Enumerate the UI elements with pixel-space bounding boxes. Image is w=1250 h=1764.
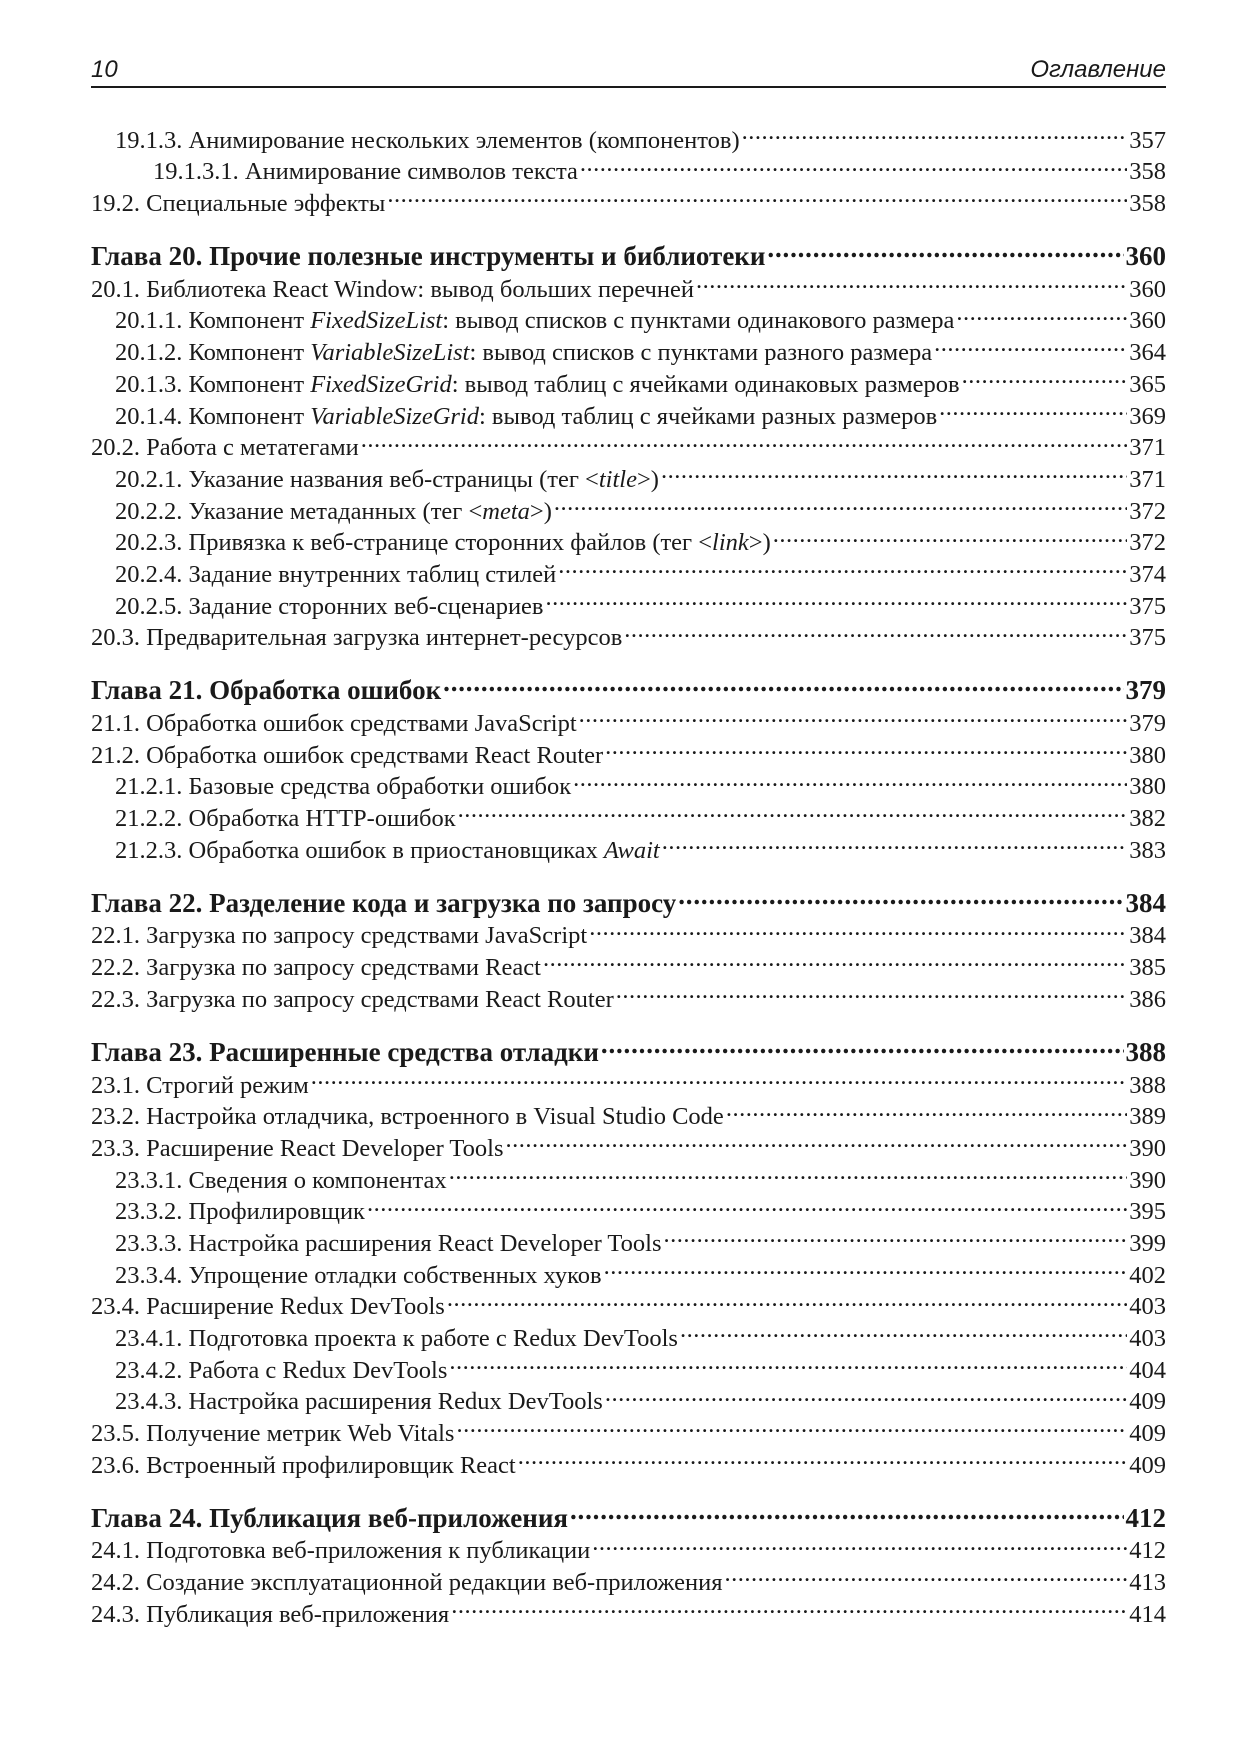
toc-page-number: 375	[1129, 624, 1166, 652]
toc-entry-text-part: 20.2.5. Задание сторонних веб-сценариев	[115, 592, 544, 620]
dot-leader	[934, 328, 1127, 360]
toc-entry-text-part: 20.2.1. Указание названия веб-страницы (тег <	[115, 465, 599, 493]
toc-page-number: 414	[1129, 1600, 1166, 1628]
dot-leader	[543, 943, 1127, 975]
toc-entry-title	[91, 674, 441, 707]
toc-page-number: 364	[1129, 339, 1166, 367]
dot-leader	[580, 148, 1127, 180]
toc-entry-text-part: 20.1.1. Компонент	[115, 307, 311, 335]
toc-page-number: 404	[1129, 1356, 1166, 1384]
toc-page-number: 390	[1129, 1166, 1166, 1194]
dot-leader	[367, 1188, 1127, 1220]
toc-entry-text-part: Глава 22. Разделение кода и загрузка по запросу	[91, 887, 677, 918]
toc-entry-text-part: >)	[636, 465, 659, 493]
toc-entry-text-part: 21.1. Обработка ошибок средствами JavaScript	[91, 710, 577, 737]
toc-page-number: 357	[1129, 126, 1166, 154]
toc-entry-text-part: 23.4.1. Подготовка проекта к работе с Redux DevTools	[115, 1325, 678, 1352]
toc-page-number: 372	[1129, 529, 1166, 557]
toc-entry-title	[91, 1450, 516, 1482]
toc-page-number: 403	[1129, 1293, 1166, 1321]
toc-entry-italic-part: Await	[603, 836, 660, 864]
toc-entry-title	[115, 803, 456, 835]
page-number: 10	[91, 56, 118, 83]
toc-page-number: 409	[1129, 1388, 1166, 1416]
dot-leader	[592, 1527, 1127, 1559]
toc-entry-text-part: : вывод таблиц с ячейками одинаковых размеров	[451, 370, 960, 398]
toc-entry-text-part: Глава 23. Расширенные средства отладки	[91, 1036, 599, 1067]
dot-leader	[678, 879, 1123, 912]
toc-page-number: 382	[1129, 805, 1166, 833]
toc-entry-title	[91, 240, 765, 273]
toc-entry-text-part: 20.3. Предварительная загрузка интернет-ресурсов	[91, 624, 623, 652]
dot-leader	[554, 487, 1127, 519]
toc-page-number: 385	[1129, 954, 1166, 982]
toc-entry-text-part: 21.2.2. Обработка HTTP-ошибок	[115, 805, 456, 833]
running-header	[91, 52, 1166, 84]
toc-entry-title	[91, 1291, 445, 1323]
toc-page-number: 360	[1129, 307, 1166, 335]
toc-entry-text-part: Глава 21. Обработка ошибок	[91, 675, 442, 706]
toc-page-number: 380	[1129, 741, 1166, 769]
toc-entry-text-part: 24.1. Подготовка веб-приложения к публикации	[91, 1537, 591, 1565]
toc-entry-title	[115, 305, 954, 337]
toc-entry-italic-part: VariableSizeGrid	[310, 402, 479, 430]
toc-entry-title	[115, 559, 556, 591]
toc-entry-title	[115, 496, 552, 528]
toc-page-number: 358	[1129, 158, 1166, 186]
dot-leader	[449, 1346, 1127, 1378]
toc-entry-title	[91, 188, 385, 220]
toc-page-number: 413	[1129, 1569, 1166, 1597]
toc-entry-italic-part: FixedSizeGrid	[310, 370, 452, 398]
dot-leader	[570, 1494, 1124, 1527]
toc-entry-text-part: : вывод таблиц с ячейками разных размеров	[478, 402, 938, 430]
toc-entry-title	[91, 1133, 504, 1165]
dot-leader	[589, 912, 1127, 944]
toc-entry-text-part: 20.2.2. Указание метаданных (тег <	[115, 497, 483, 525]
dot-leader	[696, 265, 1127, 297]
dot-leader	[680, 1314, 1127, 1346]
toc-entry-text-part: 24.2. Создание эксплуатационной редакции веб-приложения	[91, 1569, 723, 1597]
toc-entry-text-part: 19.1.3.1. Анимирование символов текста	[153, 158, 578, 186]
toc-page-number: 390	[1129, 1134, 1166, 1162]
toc-page-number: 379	[1125, 675, 1166, 706]
toc-page-number: 375	[1129, 592, 1166, 620]
toc-entry-text-part: 23.1. Строгий режим	[91, 1071, 309, 1099]
toc-page-number: 409	[1129, 1420, 1166, 1448]
dot-leader	[742, 116, 1128, 148]
dot-leader	[616, 975, 1128, 1007]
toc-page-number: 389	[1129, 1103, 1166, 1131]
toc-entry-text-part: 23.5. Получение метрик Web Vitals	[91, 1420, 455, 1448]
toc-entry-italic-part: FixedSizeList	[310, 307, 443, 335]
dot-leader	[361, 424, 1127, 456]
toc-entry-text-part: 20.1.2. Компонент	[115, 339, 311, 367]
toc-entry-title	[91, 708, 577, 740]
dot-leader	[726, 1093, 1127, 1125]
toc-page-number: 360	[1125, 241, 1166, 272]
toc-page-number: 374	[1129, 560, 1166, 588]
toc-page-number: 388	[1125, 1036, 1166, 1067]
toc-entry-title	[115, 1228, 662, 1260]
toc-entry-text-part: >)	[748, 529, 771, 557]
toc-entry-title	[91, 1599, 449, 1631]
toc-entry-title	[91, 274, 694, 306]
dot-leader	[447, 1283, 1127, 1315]
toc-entry-text-part: Глава 20. Прочие полезные инструменты и библиотеки	[91, 241, 766, 272]
toc-entry-text-part: 22.3. Загрузка по запросу средствами React Router	[91, 985, 614, 1013]
toc-entry-title	[91, 1418, 454, 1450]
dot-leader	[558, 550, 1127, 582]
toc-entry-text-part: 19.1.3. Анимирование нескольких элементов (компонентов)	[115, 126, 740, 154]
toc-entry-text-part: Глава 24. Публикация веб-приложения	[91, 1502, 568, 1533]
toc-page-number: 384	[1125, 887, 1166, 918]
dot-leader	[506, 1124, 1128, 1156]
toc-entry-italic-part: VariableSizeList	[310, 339, 470, 367]
toc-page-number: 371	[1129, 465, 1166, 493]
toc-entry-title	[91, 1535, 590, 1567]
dot-leader	[767, 232, 1123, 265]
toc-page-number: 386	[1129, 985, 1166, 1013]
toc-page-number: 412	[1125, 1502, 1166, 1533]
toc-chapter-entry	[91, 666, 1166, 706]
toc-entry-text-part: >)	[529, 497, 552, 525]
toc-entry-italic-part: link	[712, 529, 749, 557]
toc-entry-text-part: 20.1. Библиотека React Window: вывод больших перечней	[91, 275, 694, 303]
toc-entry-text-part: : вывод списков с пунктами разного размера	[469, 339, 933, 367]
dot-leader	[518, 1441, 1128, 1473]
dot-leader	[725, 1558, 1128, 1590]
toc-entry	[91, 116, 1166, 154]
toc-entry-title	[91, 1502, 568, 1535]
toc-page-number: 379	[1129, 710, 1166, 737]
toc-entry-text-part: 23.3.2. Профилировщик	[115, 1198, 365, 1226]
toc-page-number: 399	[1129, 1229, 1166, 1257]
toc-entry-text-part: 23.3. Расширение React Developer Tools	[91, 1134, 504, 1162]
toc-entry-text-part: 21.2.3. Обработка ошибок в приостановщиках	[115, 836, 604, 864]
dot-leader	[664, 1219, 1128, 1251]
toc-entry-text-part: 24.3. Публикация веб-приложения	[91, 1600, 450, 1628]
table-of-contents	[91, 116, 1166, 1628]
toc-entry-text-part: 22.1. Загрузка по запросу средствами JavaScript	[91, 922, 588, 950]
dot-leader	[962, 360, 1128, 392]
toc-entry-title	[91, 1070, 309, 1102]
toc-entry-title	[91, 984, 614, 1016]
toc-page-number: 402	[1129, 1261, 1166, 1289]
toc-entry-text-part: 20.1.4. Компонент	[115, 402, 311, 430]
dot-leader	[601, 1028, 1124, 1061]
dot-leader	[458, 794, 1128, 826]
toc-page-number: 403	[1129, 1325, 1166, 1352]
dot-leader	[451, 1590, 1127, 1622]
dot-leader	[605, 731, 1127, 763]
toc-entry-title	[91, 740, 603, 772]
book-page	[91, 0, 1166, 1764]
dot-leader	[579, 699, 1128, 731]
toc-entry-text-part: 23.3.4. Упрощение отладки собственных хуков	[115, 1261, 602, 1289]
toc-page-number: 412	[1129, 1537, 1166, 1565]
toc-entry-text-part: 21.2.1. Базовые средства обработки ошибок	[115, 773, 572, 801]
toc-entry-title	[91, 622, 622, 654]
dot-leader	[546, 582, 1128, 614]
toc-chapter-entry	[91, 1028, 1166, 1067]
dot-leader	[443, 666, 1123, 699]
toc-entry-text-part: 21.2. Обработка ошибок средствами React Router	[91, 741, 604, 769]
toc-entry-text-part: 23.4.2. Работа с Redux DevTools	[115, 1356, 448, 1384]
toc-entry-text-part: 23.2. Настройка отладчика, встроенного в Visual Studio Code	[91, 1103, 724, 1131]
toc-page-number: 384	[1129, 922, 1166, 950]
toc-entry-italic-part: title	[598, 465, 637, 493]
dot-leader	[605, 1378, 1127, 1410]
toc-entry-title	[115, 1196, 365, 1228]
toc-chapter-entry	[91, 232, 1166, 272]
toc-entry-text-part: 23.4.3. Настройка расширения Redux DevTools	[115, 1388, 603, 1416]
toc-entry-text-part: 23.4. Расширение Redux DevTools	[91, 1293, 445, 1321]
toc-page-number: 372	[1129, 497, 1166, 525]
toc-page-number: 365	[1129, 370, 1166, 398]
toc-entry-title	[115, 1355, 447, 1387]
toc-page-number: 360	[1129, 275, 1166, 303]
toc-entry-text-part: 23.3.3. Настройка расширения React Developer Tools	[115, 1229, 662, 1257]
dot-leader	[387, 179, 1127, 211]
toc-entry-text-part: 23.6. Встроенный профилировщик React	[91, 1451, 516, 1479]
toc-page-number: 371	[1129, 434, 1166, 462]
toc-entry-title	[91, 432, 359, 464]
toc-entry-title	[115, 835, 660, 867]
toc-entry-title	[91, 920, 587, 952]
toc-entry-text-part: 20.2.4. Задание внутренних таблиц стилей	[115, 560, 557, 588]
toc-chapter-entry	[91, 879, 1166, 918]
toc-entry-text-part: : вывод списков с пунктами одинакового размера	[442, 307, 955, 335]
dot-leader	[939, 392, 1127, 424]
toc-page-number: 395	[1129, 1198, 1166, 1226]
toc-page-number: 369	[1129, 402, 1166, 430]
dot-leader	[661, 455, 1127, 487]
toc-entry-title	[91, 952, 541, 984]
toc-entry-text-part: 22.2. Загрузка по запросу средствами React	[91, 954, 541, 982]
toc-entry-text-part: 19.2. Специальные эффекты	[91, 190, 386, 218]
dot-leader	[311, 1061, 1128, 1093]
toc-entry-title	[115, 591, 544, 623]
toc-entry-text-part: 20.1.3. Компонент	[115, 370, 311, 398]
dot-leader	[449, 1156, 1128, 1188]
toc-page-number: 409	[1129, 1451, 1166, 1479]
toc-page-number: 388	[1129, 1071, 1166, 1099]
dot-leader	[624, 614, 1127, 646]
toc-entry-italic-part: meta	[482, 497, 530, 525]
toc-page-number: 380	[1129, 773, 1166, 801]
dot-leader	[604, 1251, 1128, 1283]
toc-entry-text-part: 20.2. Работа с метатегами	[91, 434, 359, 462]
toc-entry-title	[115, 369, 960, 401]
toc-entry-text-part: 20.2.3. Привязка к веб-странице сторонних файлов (тег <	[115, 529, 713, 557]
toc-entry-text-part: 23.3.1. Сведения о компонентах	[115, 1166, 447, 1194]
dot-leader	[456, 1409, 1127, 1441]
running-title: Оглавление	[1030, 56, 1166, 83]
header-rule	[91, 86, 1166, 88]
dot-leader	[662, 826, 1128, 858]
dot-leader	[956, 297, 1127, 329]
toc-page-number: 358	[1129, 190, 1166, 218]
toc-chapter-entry	[91, 1494, 1166, 1533]
toc-entry-title	[115, 337, 932, 369]
toc-page-number: 383	[1129, 836, 1166, 864]
dot-leader	[573, 763, 1127, 795]
dot-leader	[773, 519, 1127, 551]
